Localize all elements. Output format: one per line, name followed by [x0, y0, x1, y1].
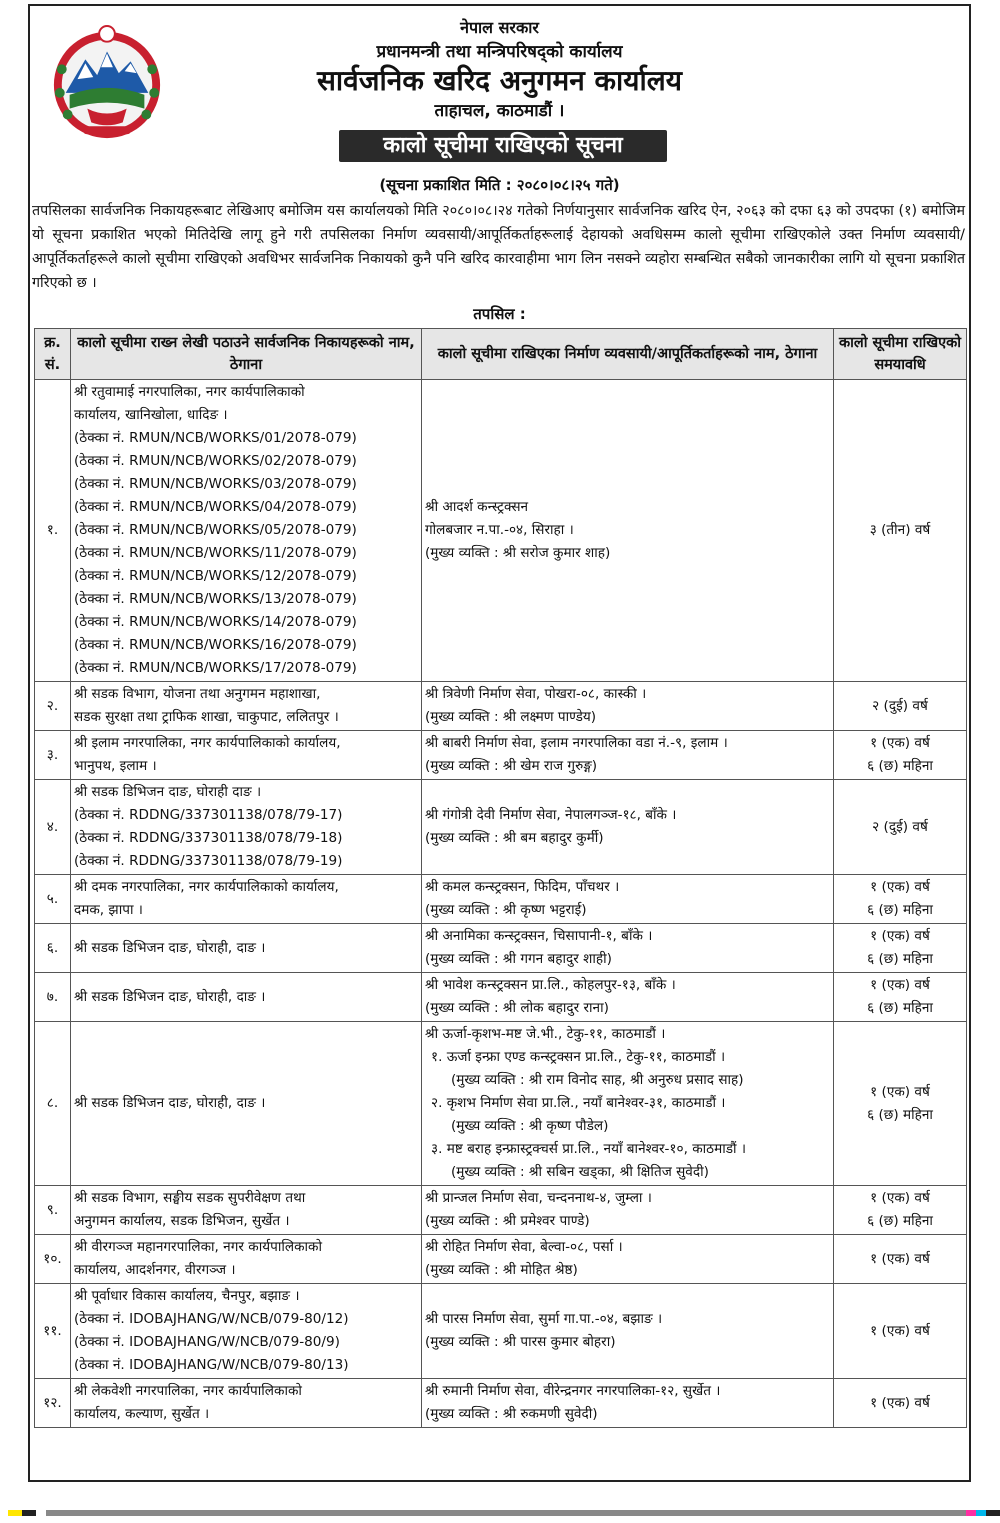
public-body-cell-line: श्री पूर्वाधार विकास कार्यालय, चैनपुर, बझाङ । [74, 1288, 300, 1304]
period-cell-line: १ (एक) वर्ष [870, 879, 930, 895]
period-cell-line: ३ (तीन) वर्ष [869, 522, 931, 538]
period-cell-line: ६ (छ) महिना [867, 1213, 933, 1229]
supplier-cell-line: (मुख्य व्यक्ति : श्री पारस कुमार बोहरा) [425, 1334, 616, 1350]
period-cell [834, 875, 967, 924]
period-cell [834, 682, 967, 731]
period-cell-line: ६ (छ) महिना [867, 1106, 933, 1123]
period-cell-line: १ (एक) वर्ष [870, 977, 930, 993]
public-body-cell-line: (ठेक्का नं. RDDNG/337301138/078/79-19) [74, 853, 343, 869]
public-body-cell-line: सडक सुरक्षा तथा ट्राफिक शाखा, चाकुपाट, ललितपुर । [74, 709, 339, 725]
table-row [35, 973, 967, 1022]
header-line-2: प्रधानमन्त्री तथा मन्त्रिपरिषद्को कार्यालय [376, 42, 623, 62]
public-body-cell-line: अनुगमन कार्यालय, सडक डिभिजन, सुर्खेत । [74, 1213, 290, 1229]
period-cell [834, 1186, 967, 1235]
supplier-cell-line: श्री प्रान्जल निर्माण सेवा, चन्दननाथ-४, जुम्ला । [425, 1190, 652, 1206]
public-body-cell-line: श्री इलाम नगरपालिका, नगर कार्यपालिकाको कार्यालय, [74, 735, 341, 751]
public-body-cell [71, 1379, 422, 1428]
public-body-cell-line: श्री सडक डिभिजन दाङ, घोराही दाङ । [74, 784, 262, 800]
public-body-cell-line: कार्यालय, कल्याण, सुर्खेत । [74, 1406, 210, 1422]
public-body-cell-line: कार्यालय, खानिखोला, धादिङ । [74, 407, 228, 423]
period-cell-line: १ (एक) वर्ष [870, 1083, 930, 1100]
row-serial-number: ४. [35, 780, 71, 875]
public-body-cell-line: (ठेक्का नं. RMUN/NCB/WORKS/04/2078-079) [74, 499, 357, 515]
period-cell [834, 973, 967, 1022]
row-serial-number: २. [35, 682, 71, 731]
public-body-cell-line: (ठेक्का नं. RMUN/NCB/WORKS/03/2078-079) [74, 476, 357, 492]
supplier-cell-line: श्री भावेश कन्स्ट्रक्सन प्रा.लि., कोहलपुर-१३, बाँके । [425, 977, 676, 993]
supplier-cell [422, 924, 834, 973]
period-cell [834, 1235, 967, 1284]
header-public-body: कालो सूचीमा राख्न लेखी पठाउने सार्वजनिक निकायहरूको नाम, ठेगाना [71, 329, 422, 380]
supplier-cell-line: १. ऊर्जा इन्फ्रा एण्ड कन्स्ट्रक्सन प्रा.लि., टेकु-११, काठमाडौं । [431, 1049, 726, 1065]
period-cell-line: १ (एक) वर्ष [870, 1250, 930, 1267]
public-body-cell-line: (ठेक्का नं. IDOBAJHANG/W/NCB/079-80/9) [74, 1334, 340, 1350]
tapsil-heading: तपसिल : [473, 305, 526, 323]
row-serial-number: ८. [35, 1022, 71, 1186]
header-period: कालो सूचीमा राखिएको समयावधि [834, 329, 967, 380]
public-body-cell-line: (ठेक्का नं. RMUN/NCB/WORKS/12/2078-079) [74, 568, 357, 584]
office-address: ताहाचल, काठमाडौं । [434, 101, 565, 121]
table-body [35, 380, 967, 1428]
office-title: सार्वजनिक खरिद अनुगमन कार्यालय [317, 64, 682, 97]
row-serial-number: ९. [35, 1186, 71, 1235]
supplier-cell [422, 1186, 834, 1235]
supplier-cell-line: (मुख्य व्यक्ति : श्री लक्ष्मण पाण्डेय) [425, 709, 597, 725]
public-body-cell-line: (ठेक्का नं. RMUN/NCB/WORKS/14/2078-079) [74, 614, 357, 630]
supplier-cell-line: श्री रुमानी निर्माण सेवा, वीरेन्द्रनगर नगरपालिका-१२, सुर्खेत । [425, 1383, 721, 1399]
supplier-cell-line: श्री कमल कन्स्ट्रक्सन, फिदिम, पाँचथर । [425, 879, 620, 895]
public-body-cell-line: (ठेक्का नं. RDDNG/337301138/078/79-18) [74, 830, 343, 846]
public-body-cell [71, 1022, 422, 1186]
supplier-cell [422, 1379, 834, 1428]
public-body-cell-line: भानुपथ, इलाम । [74, 758, 157, 774]
period-cell [834, 780, 967, 875]
notice-banner: कालो सूचीमा राखिएको सूचना [339, 130, 667, 162]
supplier-cell [422, 780, 834, 875]
period-cell-line: १ (एक) वर्ष [870, 735, 930, 751]
row-serial-number: ६. [35, 924, 71, 973]
public-body-cell-line: कार्यालय, आदर्शनगर, वीरगञ्ज । [74, 1262, 236, 1278]
period-cell-line: २ (दुई) वर्ष [872, 818, 928, 835]
public-body-cell-line: श्री रतुवामाई नगरपालिका, नगर कार्यपालिकाको [74, 384, 305, 400]
supplier-cell-line: श्री आदर्श कन्स्ट्रक्सन [425, 499, 529, 515]
period-cell-line: १ (एक) वर्ष [870, 1394, 930, 1411]
table-row [35, 1284, 967, 1379]
supplier-cell [422, 875, 834, 924]
supplier-cell [422, 380, 834, 682]
public-body-cell [71, 1186, 422, 1235]
supplier-cell-line: श्री ऊर्जा-कृशभ-मष्ट जे.भी., टेकु-११, काठमाडौं । [425, 1026, 666, 1042]
supplier-cell-line: (मुख्य व्यक्ति : श्री गगन बहादुर शाही) [425, 951, 612, 967]
period-cell [834, 1022, 967, 1186]
row-serial-number: ३. [35, 731, 71, 780]
supplier-cell-line: (मुख्य व्यक्ति : श्री प्रमेश्वर पाण्डे) [425, 1213, 590, 1229]
public-body-cell-line: (ठेक्का नं. RMUN/NCB/WORKS/11/2078-079) [74, 545, 357, 561]
public-body-cell-line: (ठेक्का नं. RMUN/NCB/WORKS/02/2078-079) [74, 453, 357, 469]
supplier-cell [422, 1235, 834, 1284]
public-body-cell-line: (ठेक्का नं. RMUN/NCB/WORKS/17/2078-079) [74, 660, 357, 676]
public-body-cell-line: श्री लेकवेशी नगरपालिका, नगर कार्यपालिकाको [74, 1383, 302, 1399]
public-body-cell-line: श्री सडक विभाग, योजना तथा अनुगमन महाशाखा, [74, 686, 321, 702]
period-cell-line: २ (दुई) वर्ष [872, 697, 928, 714]
supplier-cell-line: (मुख्य व्यक्ति : श्री राम विनोद साह, श्री अनुरुध प्रसाद साह) [451, 1072, 744, 1088]
period-cell-line: १ (एक) वर्ष [870, 1190, 930, 1206]
header-supplier: कालो सूचीमा राखिएका निर्माण व्यवसायी/आपूर्तिकर्ताहरूको नाम, ठेगाना [422, 329, 834, 380]
table-row [35, 1379, 967, 1428]
supplier-cell-line: श्री गंगोत्री देवी निर्माण सेवा, नेपालगञ्ज-१८, बाँके । [425, 807, 677, 823]
period-cell [834, 1379, 967, 1428]
supplier-cell [422, 1022, 834, 1186]
public-body-cell-line: श्री वीरगञ्ज महानगरपालिका, नगर कार्यपालिकाको [74, 1239, 322, 1255]
supplier-cell-line: (मुख्य व्यक्ति : श्री सरोज कुमार शाह) [425, 545, 611, 561]
period-cell-line: १ (एक) वर्ष [870, 1322, 930, 1339]
period-cell [834, 380, 967, 682]
period-cell-line: ६ (छ) महिना [867, 951, 933, 967]
public-body-cell [71, 973, 422, 1022]
public-body-cell-line: श्री दमक नगरपालिका, नगर कार्यपालिकाको कार्यालय, [74, 879, 339, 895]
row-serial-number: ११. [35, 1284, 71, 1379]
supplier-cell-line: श्री रोहित निर्माण सेवा, बेल्वा-०८, पर्सा । [425, 1239, 623, 1255]
period-cell [834, 731, 967, 780]
supplier-cell-line: ३. मष्ट बराह इन्फ्रास्ट्रक्चर्स प्रा.लि., नयाँ बानेश्वर-१०, काठमाडौं । [431, 1141, 746, 1157]
public-body-cell [71, 780, 422, 875]
publish-date: (सूचना प्रकाशित मिति : २०८०।०८।२५ गते) [379, 176, 620, 194]
supplier-cell-line: श्री बाबरी निर्माण सेवा, इलाम नगरपालिका वडा नं.-९, इलाम । [425, 735, 728, 751]
header-line-1: नेपाल सरकार [460, 18, 539, 37]
period-cell-line: १ (एक) वर्ष [870, 928, 930, 944]
public-body-cell [71, 1284, 422, 1379]
supplier-cell-line: श्री अनामिका कन्स्ट्रक्सन, चिसापानी-१, बाँके । [425, 928, 653, 944]
supplier-cell-line: श्री त्रिवेणी निर्माण सेवा, पोखरा-०८, कास्की । [425, 686, 647, 702]
table-row [35, 1022, 967, 1186]
intro-paragraph: तपसिलका सार्वजनिक निकायहरूबाट लेखिआए बमोजिम यस कार्यालयको मिति २०८०।०८।२४ गतेको निर्णयानुसार सार्वजनिक खरिद ऐन, २०६३ को दफा ६३ को उपदफा (१) बमोजिम यो सूचना प्रकाशित भएको मितिदेखि लागू हुने गरी तपसिलका निर्माण व्यवसायी/आपूर्तिकर्ताहरूलाई देहायको अवधिसम्म कालो सूचीमा राखिएकोले उक्त निर्माण व्यवसायी/आपूर्तिकर्ताहरूले कालो सूचीमा राखिएको अवधिभर सार्वजनिक निकायको कुनै पनि खरिद कारवाहीमा भाग लिन नसक्ने व्यहोरा सम्बन्धित सबैको जानकारीका लागि यो सूचना प्रकाशित गरिएको छ । [32, 203, 965, 291]
header-sn: क्र. सं. [35, 329, 71, 380]
supplier-cell-line: श्री पारस निर्माण सेवा, सुर्मा गा.पा.-०४, बझाङ । [425, 1311, 663, 1327]
public-body-cell-line: श्री सडक डिभिजन दाङ, घोराही, दाङ । [74, 988, 266, 1005]
row-serial-number: ७. [35, 973, 71, 1022]
public-body-cell-line: श्री सडक डिभिजन दाङ, घोराही, दाङ । [74, 1095, 266, 1111]
public-body-cell-line: (ठेक्का नं. RMUN/NCB/WORKS/01/2078-079) [74, 430, 357, 446]
table-row [35, 924, 967, 973]
supplier-cell-line: (मुख्य व्यक्ति : श्री बम बहादुर कुर्मी) [425, 830, 604, 846]
period-cell-line: ६ (छ) महिना [867, 758, 933, 774]
supplier-cell [422, 1284, 834, 1379]
supplier-cell [422, 731, 834, 780]
public-body-cell-line: (ठेक्का नं. RMUN/NCB/WORKS/16/2078-079) [74, 637, 357, 653]
notice-frame [28, 4, 971, 1482]
public-body-cell [71, 380, 422, 682]
period-cell [834, 924, 967, 973]
table-row [35, 731, 967, 780]
public-body-cell-line: (ठेक्का नं. IDOBAJHANG/W/NCB/079-80/12) [74, 1311, 349, 1327]
public-body-cell-line: श्री सडक डिभिजन दाङ, घोराही, दाङ । [74, 939, 266, 956]
row-serial-number: १०. [35, 1235, 71, 1284]
public-body-cell-line: श्री सडक विभाग, सङ्घीय सडक सुपरीवेक्षण तथा [74, 1190, 306, 1206]
public-body-cell-line: (ठेक्का नं. IDOBAJHANG/W/NCB/079-80/13) [74, 1357, 349, 1373]
period-cell-line: ६ (छ) महिना [867, 1000, 933, 1016]
table-row [35, 1186, 967, 1235]
supplier-cell-line: २. कृशभ निर्माण सेवा प्रा.लि., नयाँ बानेश्वर-३१, काठमाडौं । [431, 1095, 726, 1111]
supplier-cell-line: (मुख्य व्यक्ति : श्री खेम राज गुरुङ्ग) [425, 758, 598, 774]
print-color-bar [0, 1510, 1000, 1516]
supplier-cell [422, 682, 834, 731]
supplier-cell-line: (मुख्य व्यक्ति : श्री मोहित श्रेष्ठ) [425, 1262, 578, 1278]
supplier-cell-line: गोलबजार न.पा.-०४, सिराहा । [425, 522, 574, 538]
public-body-cell-line: (ठेक्का नं. RMUN/NCB/WORKS/13/2078-079) [74, 591, 357, 607]
blacklist-table [34, 328, 967, 1428]
table-row [35, 875, 967, 924]
period-cell [834, 1284, 967, 1379]
public-body-cell [71, 924, 422, 973]
row-serial-number: ५. [35, 875, 71, 924]
public-body-cell [71, 682, 422, 731]
row-serial-number: १. [35, 380, 71, 682]
row-serial-number: १२. [35, 1379, 71, 1428]
public-body-cell-line: (ठेक्का नं. RMUN/NCB/WORKS/05/2078-079) [74, 522, 357, 538]
table-row [35, 682, 967, 731]
table-row [35, 380, 967, 682]
table-row [35, 780, 967, 875]
supplier-cell-line: (मुख्य व्यक्ति : श्री सबिन खड्का, श्री क्षितिज सुवेदी) [451, 1164, 709, 1180]
supplier-cell-line: (मुख्य व्यक्ति : श्री लोक बहादुर राना) [425, 1000, 609, 1016]
supplier-cell-line: (मुख्य व्यक्ति : श्री कृष्ण भट्टराई) [425, 902, 587, 918]
public-body-cell [71, 731, 422, 780]
table-row [35, 1235, 967, 1284]
table-header-row [35, 329, 967, 380]
public-body-cell [71, 1235, 422, 1284]
public-body-cell [71, 875, 422, 924]
public-body-cell-line: (ठेक्का नं. RDDNG/337301138/078/79-17) [74, 807, 343, 823]
supplier-cell [422, 973, 834, 1022]
public-body-cell-line: दमक, झापा । [74, 902, 143, 918]
supplier-cell-line: (मुख्य व्यक्ति : श्री कृष्ण पौडेल) [451, 1118, 609, 1134]
period-cell-line: ६ (छ) महिना [867, 902, 933, 918]
supplier-cell-line: (मुख्य व्यक्ति : श्री रुकमणी सुवेदी) [425, 1406, 598, 1422]
